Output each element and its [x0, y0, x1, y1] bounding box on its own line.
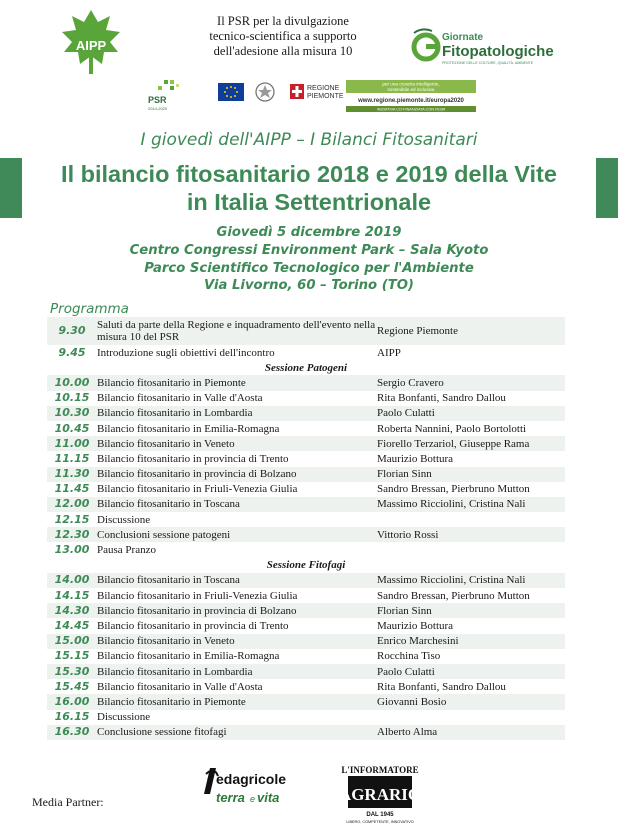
schedule-speaker: Sandro Bressan, Pierbruno Mutton — [377, 483, 530, 496]
edagricole-terraevita-logo — [200, 764, 298, 812]
informatore-line1: L'INFORMATORE — [341, 765, 419, 775]
schedule-time: 15.45 — [54, 679, 90, 693]
terra-text: terra — [216, 790, 245, 805]
event-venue: Centro Congressi Environment Park – Sala Kyoto — [129, 242, 489, 258]
schedule-speaker: Massimo Ricciolini, Cristina Nali — [377, 573, 565, 588]
informatore-line4: LIBERO, COMPETENTE, INNOVATIVO — [346, 820, 414, 824]
gf-line1: Giornate — [442, 32, 484, 43]
schedule-time: 10.15 — [54, 391, 90, 405]
schedule-row — [47, 375, 565, 390]
schedule-description: Bilancio fitosanitario in Veneto — [97, 634, 377, 649]
schedule-speaker: AIPP — [377, 346, 401, 359]
psr-line: dell'adesione alla misura 10 — [213, 44, 353, 58]
informatore-line3: DAL 1945 — [366, 812, 394, 818]
schedule-time: 16.15 — [54, 710, 90, 724]
event-date: Giovedì 5 dicembre 2019 — [216, 225, 402, 240]
schedule-row — [47, 573, 565, 588]
e-text: e — [250, 794, 256, 804]
schedule-description: Bilancio fitosanitario in Valle d'Aosta — [97, 680, 263, 693]
schedule-time: 13.00 — [54, 543, 90, 557]
schedule-row — [47, 497, 565, 512]
regione-line: REGIONE — [307, 85, 340, 92]
schedule-description: Bilancio fitosanitario in Valle d'Aosta — [97, 392, 263, 405]
psr-divulgazione-text — [198, 14, 368, 59]
schedule-description: Bilancio fitosanitario in Emilia-Romagna — [97, 422, 280, 435]
schedule-time: 15.00 — [47, 634, 97, 649]
schedule-time: 11.00 — [47, 436, 97, 451]
schedule-speaker: Vittorio Rossi — [377, 527, 565, 542]
schedule-row — [47, 467, 565, 482]
schedule-speaker: Alberto Alma — [377, 725, 565, 740]
schedule-row — [47, 649, 565, 664]
schedule-description: Conclusioni sessione patogeni — [97, 527, 377, 542]
schedule-speaker: Paolo Culatti — [377, 406, 565, 421]
europa-line: per una crescita intelligente, — [382, 81, 440, 87]
informatore-agrario-logo — [338, 762, 422, 826]
schedule-time: 14.45 — [54, 618, 90, 632]
schedule-time: 15.15 — [54, 649, 90, 663]
psr-logo — [148, 80, 179, 111]
schedule-row — [47, 588, 565, 603]
schedule-time: 14.00 — [47, 573, 97, 588]
schedule-time: 10.45 — [54, 421, 90, 435]
series-title: I giovedì dell'AIPP – I Bilanci Fitosanitari — [140, 130, 478, 150]
schedule-speaker: Massimo Ricciolini, Cristina Nali — [377, 497, 565, 512]
schedule-speaker — [377, 710, 565, 725]
event-park: Parco Scientifico Tecnologico per l'Ambiente — [144, 260, 474, 276]
schedule-description: Bilancio fitosanitario in Friuli-Venezia Giulia — [97, 483, 298, 496]
regione-line: PIEMONTE — [307, 93, 344, 100]
main-title — [0, 160, 618, 216]
schedule-row — [47, 542, 565, 557]
schedule-speaker — [377, 542, 565, 557]
psr-line: tecnico-scientifica a supporto — [209, 29, 357, 43]
schedule-description: Saluti da parte della Regione e inquadramento dell'evento nella misura 10 del PSR — [97, 319, 376, 343]
schedule-row — [47, 664, 565, 679]
schedule-time: 16.30 — [47, 725, 97, 740]
schedule-row — [47, 436, 565, 451]
europa2020-banner — [346, 80, 476, 112]
schedule-description: Bilancio fitosanitario in Piemonte — [97, 694, 377, 709]
vita-text: vita — [257, 790, 280, 805]
schedule-speaker: Giovanni Bosio — [377, 694, 565, 709]
schedule-time: 14.30 — [47, 603, 97, 618]
schedule-time: 9.30 — [47, 317, 97, 345]
schedule-description: Conclusione sessione fitofagi — [97, 725, 377, 740]
schedule-row — [47, 725, 565, 740]
schedule-time: 12.00 — [47, 497, 97, 512]
schedule-row — [47, 694, 565, 709]
schedule-row — [47, 406, 565, 421]
schedule-row — [47, 603, 565, 618]
schedule-description: Bilancio fitosanitario in Toscana — [97, 573, 377, 588]
schedule-row — [47, 710, 565, 725]
schedule-time: 10.30 — [47, 406, 97, 421]
schedule-row — [47, 345, 565, 360]
schedule-description: Bilancio fitosanitario in Toscana — [97, 497, 377, 512]
schedule-speaker: Sandro Bressan, Pierbruno Mutton — [377, 589, 530, 602]
schedule-description: Bilancio fitosanitario in provincia di Trento — [97, 619, 289, 632]
media-partner-label: Media Partner: — [32, 795, 104, 809]
schedule-speaker: Paolo Culatti — [377, 664, 565, 679]
europa-line: sostenibile ed inclusiva — [387, 87, 435, 92]
schedule-time: 11.45 — [54, 482, 90, 496]
schedule-section-row — [47, 360, 565, 375]
gf-line2: Fitopatologiche — [442, 43, 554, 60]
schedule-row — [47, 634, 565, 649]
europa-footer: INIZIATIVA CO-FINANZIATA CON FESR — [376, 107, 446, 112]
schedule-time: 12.15 — [54, 512, 90, 526]
schedule-description: Bilancio fitosanitario in provincia di Bolzano — [97, 467, 377, 482]
schedule-time: 11.30 — [47, 467, 97, 482]
main-title-line: in Italia Settentrionale — [186, 189, 432, 215]
schedule-time: 16.00 — [47, 694, 97, 709]
schedule-description: Bilancio fitosanitario in provincia di Bolzano — [97, 603, 377, 618]
italian-emblem-icon — [256, 83, 274, 101]
psr-logo-text: PSR — [148, 95, 167, 105]
schedule-speaker: Regione Piemonte — [377, 317, 565, 345]
schedule-description: Bilancio fitosanitario in Veneto — [97, 436, 377, 451]
schedule-time: 15.30 — [47, 664, 97, 679]
schedule-description: Discussione — [97, 513, 151, 526]
schedule-speaker: Enrico Marchesini — [377, 634, 565, 649]
giornate-fitopatologiche-logo — [412, 27, 562, 67]
schedule-description: Bilancio fitosanitario in Piemonte — [97, 375, 377, 390]
regione-piemonte-logo — [290, 84, 344, 100]
europa-url: www.regione.piemonte.it/europa2020 — [358, 98, 464, 104]
institutional-logos — [146, 78, 478, 114]
event-address: Via Livorno, 60 – Torino (TO) — [204, 278, 414, 294]
session-heading: Sessione Fitofagi — [266, 559, 346, 572]
schedule-speaker: Maurizio Bottura — [377, 452, 454, 465]
schedule-description: Bilancio fitosanitario in provincia di Trento — [97, 452, 289, 465]
schedule-speaker: Rocchina Tiso — [377, 650, 441, 663]
schedule-description: Pausa Pranzo — [97, 544, 156, 557]
schedule-time: 12.30 — [47, 527, 97, 542]
programma-label: Programma — [50, 301, 129, 317]
schedule-description: Bilancio fitosanitario in Lombardia — [97, 664, 377, 679]
schedule-speaker: Sergio Cravero — [377, 375, 565, 390]
aipp-logo — [58, 8, 124, 78]
schedule-speaker: Fiorello Terzariol, Giuseppe Rama — [377, 436, 565, 451]
schedule-speaker: Maurizio Bottura — [377, 619, 454, 632]
schedule-speaker: Florian Sinn — [377, 603, 565, 618]
schedule-row — [47, 618, 565, 633]
schedule-description: Bilancio fitosanitario in Emilia-Romagna — [97, 650, 280, 663]
schedule-time: 11.15 — [54, 451, 90, 465]
schedule-section-row — [47, 558, 565, 573]
schedule-speaker: Rita Bonfanti, Sandro Dallou — [377, 680, 506, 693]
schedule-table — [47, 317, 565, 740]
schedule-row — [47, 317, 565, 345]
schedule-time: 10.00 — [47, 375, 97, 390]
schedule-time: 14.15 — [54, 588, 90, 602]
schedule-row — [47, 527, 565, 542]
psr-line: Il PSR per la divulgazione — [217, 14, 349, 28]
aipp-logo-text: AIPP — [75, 38, 107, 53]
schedule-speaker: Roberta Nannini, Paolo Bortolotti — [377, 422, 527, 435]
schedule-row — [47, 512, 565, 527]
schedule-description: Bilancio fitosanitario in Lombardia — [97, 406, 377, 421]
schedule-speaker — [377, 512, 565, 527]
schedule-row — [47, 391, 565, 406]
schedule-speaker: Rita Bonfanti, Sandro Dallou — [377, 392, 506, 405]
eu-flag-icon — [218, 83, 244, 101]
schedule-row — [47, 451, 565, 466]
schedule-time: 9.45 — [58, 345, 86, 359]
schedule-row — [47, 679, 565, 694]
schedule-row — [47, 421, 565, 436]
informatore-line2: AGRARIO — [338, 785, 422, 804]
main-title-line: Il bilancio fitosanitario 2018 e 2019 della Vite — [61, 161, 557, 187]
schedule-description: Introduzione sugli obiettivi dell'incontro — [97, 346, 275, 359]
event-info — [0, 224, 618, 295]
schedule-body — [47, 317, 565, 740]
schedule-speaker: Florian Sinn — [377, 467, 565, 482]
session-heading: Sessione Patogeni — [264, 361, 348, 374]
edagricole-name: edagricole — [216, 771, 287, 787]
psr-logo-years: 2014-2020 — [148, 106, 168, 111]
schedule-description: Discussione — [97, 711, 151, 724]
schedule-description: Bilancio fitosanitario in Friuli-Venezia Giulia — [97, 589, 298, 602]
schedule-row — [47, 482, 565, 497]
gf-tagline: PROTEZIONE DELLE COLTURE, QUALITÀ, AMBIENTE — [442, 61, 534, 65]
